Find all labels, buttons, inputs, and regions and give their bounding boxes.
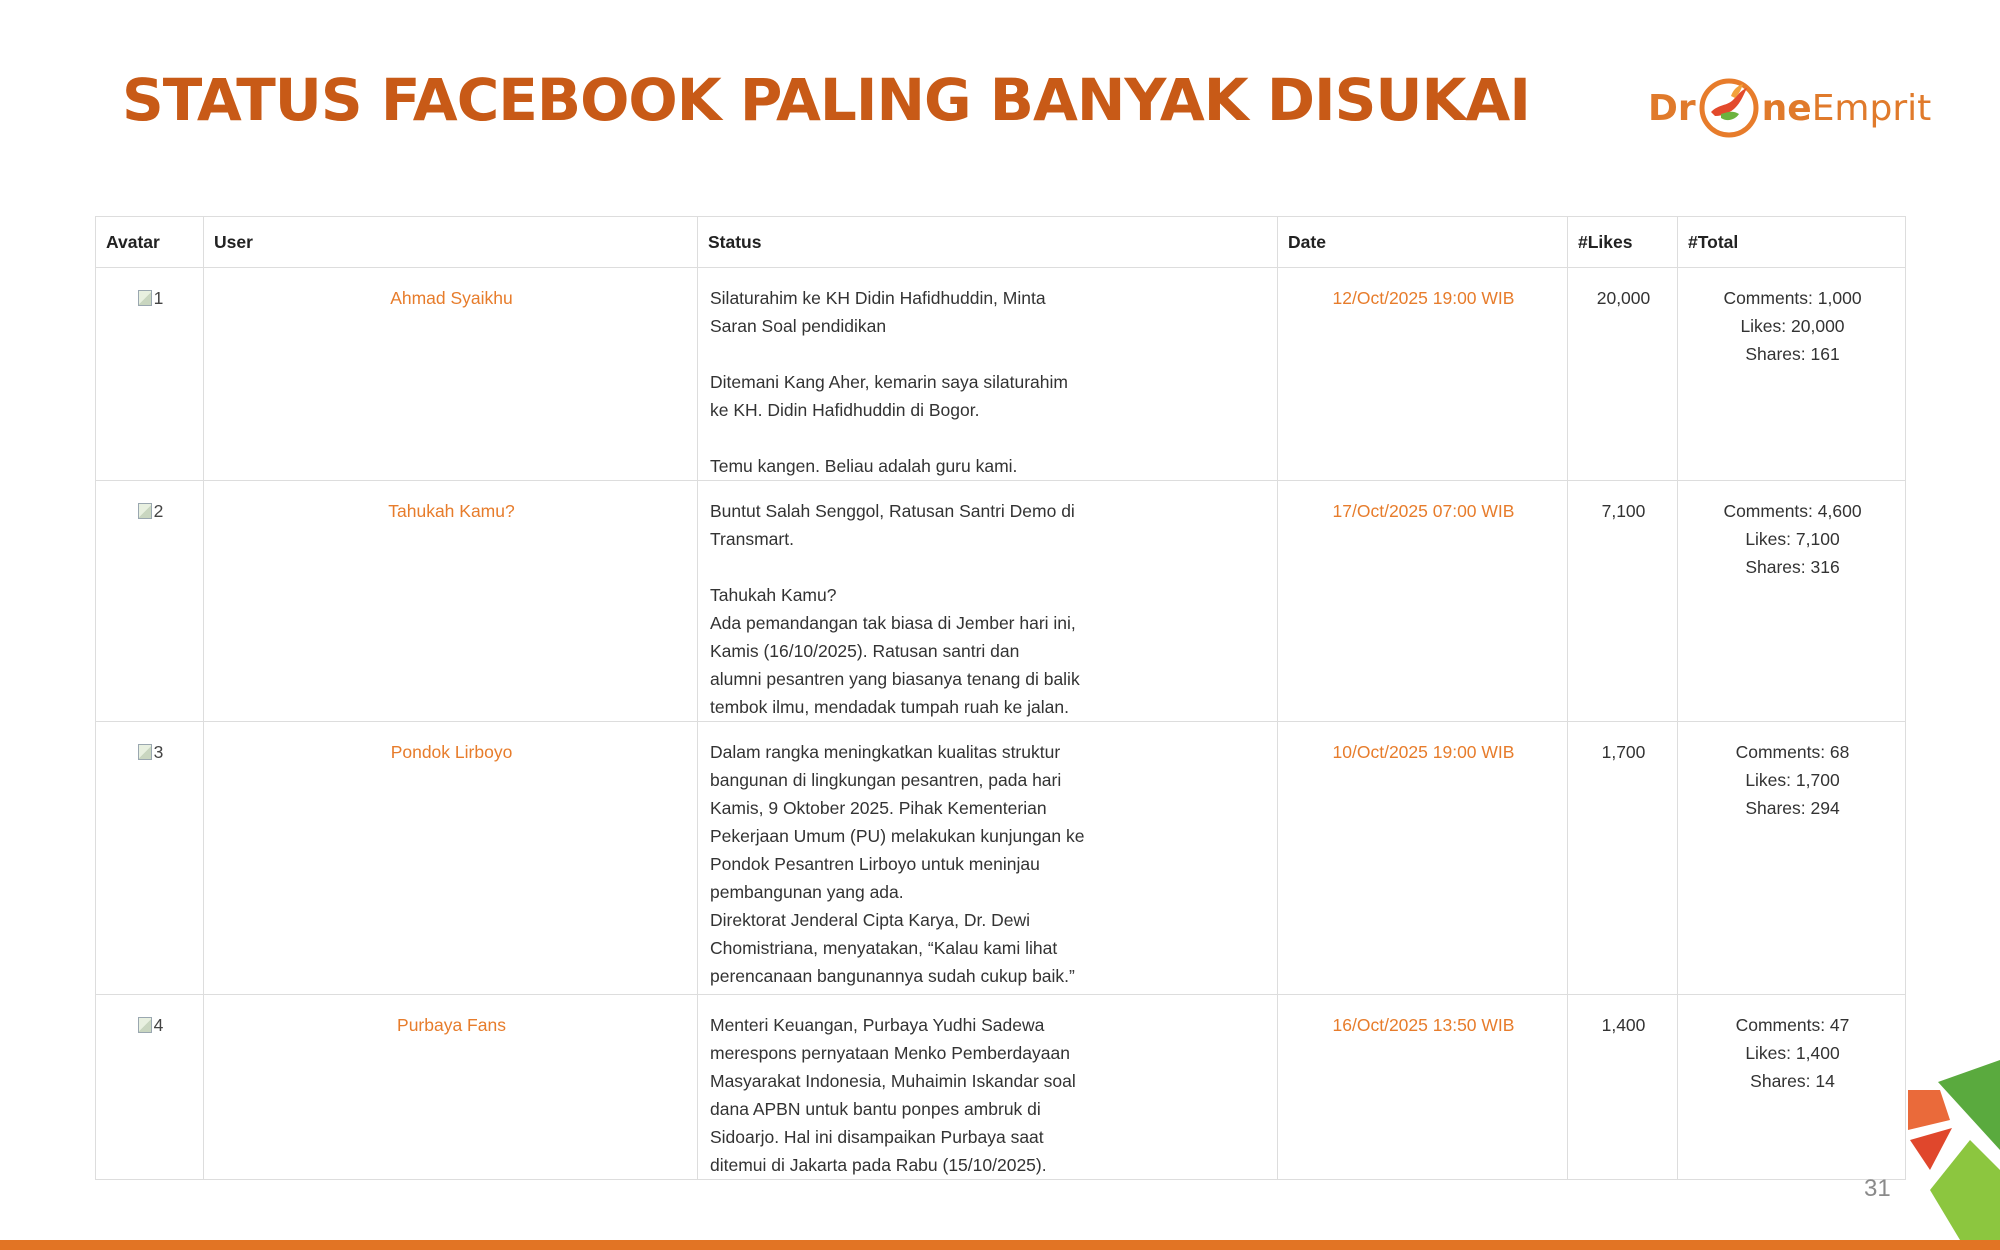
likes-value: 1,700 bbox=[1568, 722, 1678, 995]
status-cell bbox=[698, 722, 1278, 995]
header-user: User bbox=[204, 217, 698, 268]
facebook-status-table bbox=[95, 216, 1906, 1180]
avatar-alt: 2 bbox=[153, 501, 164, 521]
table-row bbox=[96, 722, 1906, 995]
date-link[interactable]: 16/Oct/2025 13:50 WIB bbox=[1278, 995, 1568, 1180]
logo-text-dr: Dr bbox=[1648, 87, 1696, 129]
header-date: Date bbox=[1278, 217, 1568, 268]
likes-value: 7,100 bbox=[1568, 481, 1678, 722]
total-stats: Comments: 1,000 Likes: 20,000 Shares: 161 bbox=[1678, 268, 1906, 481]
broken-image-icon bbox=[138, 290, 152, 306]
status-text: Silaturahim ke KH Didin Hafidhuddin, Minta Saran Soal pendidikan Ditemani Kang Aher, kemarin saya silaturahim ke KH. Didin Hafidhuddin di Bogor. Temu kangen. Beliau adalah guru kami. bbox=[710, 288, 1068, 476]
likes-value: 1,400 bbox=[1568, 995, 1678, 1180]
user-link[interactable]: Ahmad Syaikhu bbox=[204, 268, 698, 481]
status-text: Menteri Keuangan, Purbaya Yudhi Sadewa merespons pernyataan Menko Pemberdayaan Masyarakat Indonesia, Muhaimin Iskandar soal dana APBN untuk bantu ponpes ambruk di Sidoarjo. Hal ini disampaikan Purbaya saat ditemui di Jakarta pada Rabu (15/10/2025). bbox=[710, 1015, 1076, 1175]
table-row bbox=[96, 268, 1906, 481]
avatar-alt: 4 bbox=[153, 1015, 164, 1035]
header-avatar: Avatar bbox=[96, 217, 204, 268]
user-link[interactable]: Purbaya Fans bbox=[204, 995, 698, 1180]
drone-emprit-logo bbox=[1648, 70, 1931, 146]
user-link[interactable]: Pondok Lirboyo bbox=[204, 722, 698, 995]
table-header-row bbox=[96, 217, 1906, 268]
logo-text-ne: ne bbox=[1761, 87, 1812, 129]
table-row bbox=[96, 481, 1906, 722]
broken-image-icon bbox=[138, 503, 152, 519]
avatar bbox=[138, 497, 164, 525]
status-cell bbox=[698, 995, 1278, 1180]
user-link[interactable]: Tahukah Kamu? bbox=[204, 481, 698, 722]
corner-leaf-decoration bbox=[1890, 1040, 2000, 1240]
bottom-accent-bar bbox=[0, 1240, 2000, 1250]
avatar-cell bbox=[96, 722, 204, 995]
logo-text-empire: Emprit bbox=[1811, 87, 1932, 129]
bird-logo-icon bbox=[1697, 76, 1761, 140]
avatar-cell bbox=[96, 995, 204, 1180]
date-link[interactable]: 17/Oct/2025 07:00 WIB bbox=[1278, 481, 1568, 722]
broken-image-icon bbox=[138, 744, 152, 760]
avatar-cell bbox=[96, 268, 204, 481]
header-likes: #Likes bbox=[1568, 217, 1678, 268]
total-stats: Comments: 47 Likes: 1,400 Shares: 14 bbox=[1678, 995, 1906, 1180]
header-status: Status bbox=[698, 217, 1278, 268]
page-number: 31 bbox=[1864, 1175, 1891, 1202]
status-text: Dalam rangka meningkatkan kualitas struktur bangunan di lingkungan pesantren, pada hari Kamis, 9 Oktober 2025. Pihak Kementerian Pekerjaan Umum (PU) melakukan kunjungan ke Pondok Pesantren Lirboyo untuk meninjau pembangunan yang ada. Direktorat Jenderal Cipta Karya, Dr. Dewi Chomistriana, menyatakan, “Kalau kami lihat perencanaan bangunannya sudah cukup baik.” bbox=[710, 742, 1085, 986]
table-row bbox=[96, 995, 1906, 1180]
slide-title: STATUS FACEBOOK PALING BANYAK DISUKAI bbox=[122, 66, 1530, 134]
avatar bbox=[138, 1011, 164, 1039]
date-link[interactable]: 12/Oct/2025 19:00 WIB bbox=[1278, 268, 1568, 481]
header-total: #Total bbox=[1678, 217, 1906, 268]
status-text: Buntut Salah Senggol, Ratusan Santri Demo di Transmart. Tahukah Kamu? Ada pemandangan tak biasa di Jember hari ini, Kamis (16/10/2025). Ratusan santri dan alumni pesantren yang biasanya tenang di balik tembok ilmu, mendadak tumpah ruah ke jalan. bbox=[710, 501, 1080, 717]
avatar bbox=[138, 284, 164, 312]
avatar-alt: 1 bbox=[153, 288, 164, 308]
total-stats: Comments: 4,600 Likes: 7,100 Shares: 316 bbox=[1678, 481, 1906, 722]
likes-value: 20,000 bbox=[1568, 268, 1678, 481]
total-stats: Comments: 68 Likes: 1,700 Shares: 294 bbox=[1678, 722, 1906, 995]
status-cell bbox=[698, 481, 1278, 722]
avatar-alt: 3 bbox=[153, 742, 164, 762]
broken-image-icon bbox=[138, 1017, 152, 1033]
date-link[interactable]: 10/Oct/2025 19:00 WIB bbox=[1278, 722, 1568, 995]
status-cell bbox=[698, 268, 1278, 481]
avatar bbox=[138, 738, 164, 766]
avatar-cell bbox=[96, 481, 204, 722]
